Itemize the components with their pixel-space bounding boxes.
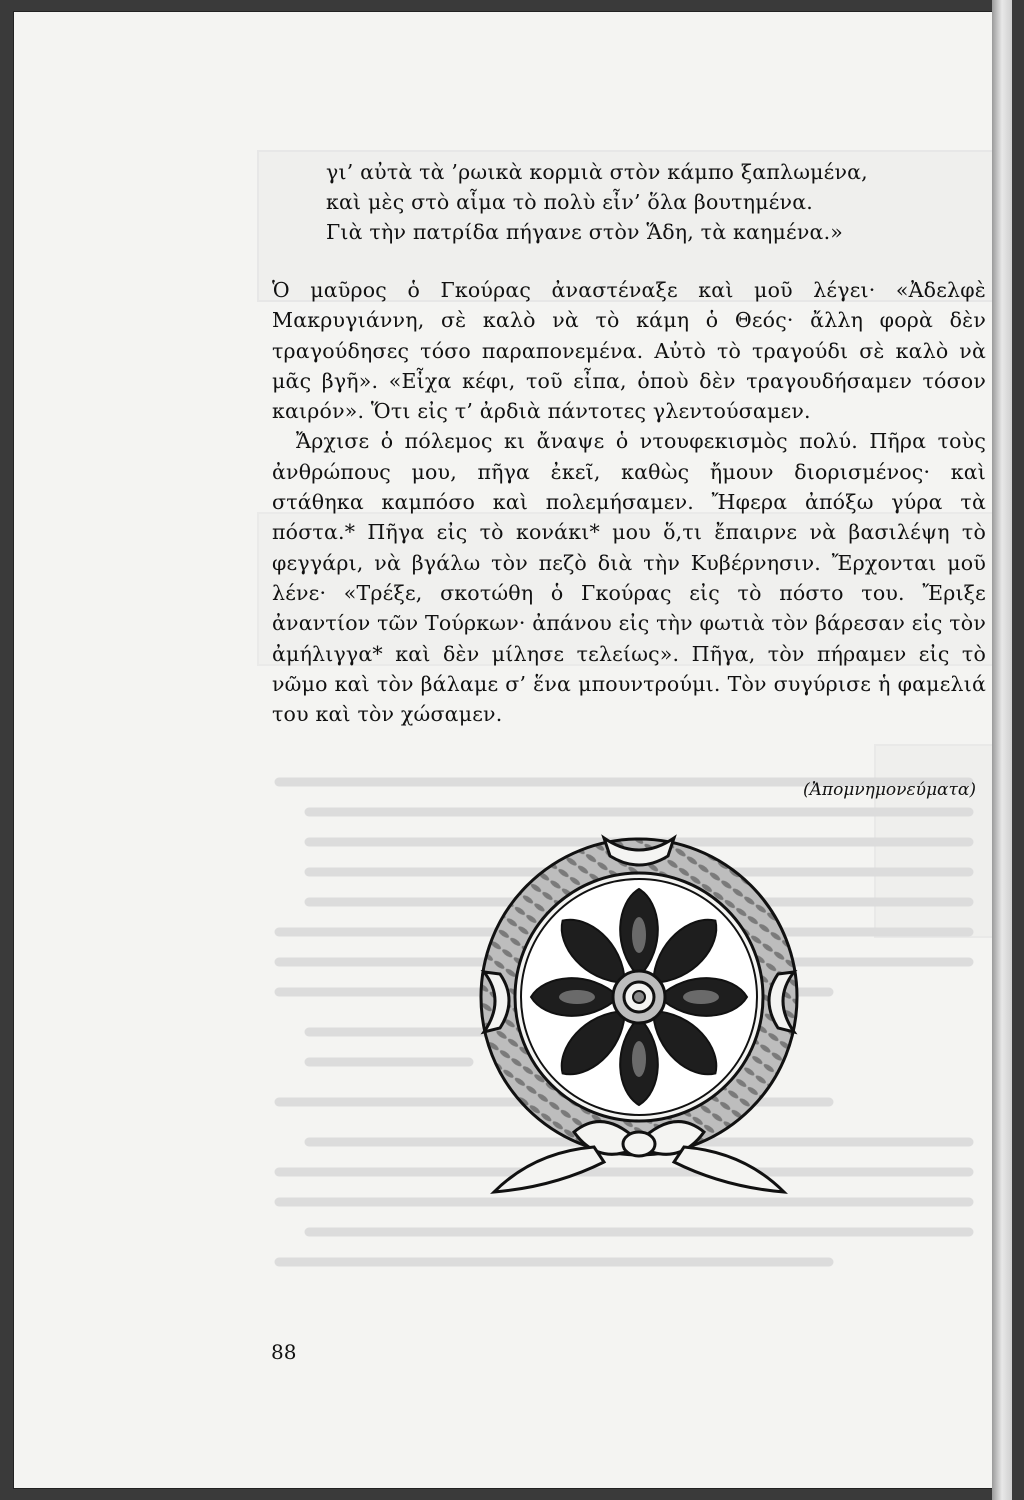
source-citation: (Ἀπομνημονεύματα): [802, 780, 976, 800]
rosette-petals: [531, 889, 747, 1105]
prose-block: [272, 275, 986, 729]
book-page: [14, 12, 1008, 1488]
verse-line: γι’ αὐτὰ τὰ ’ρωικὰ κορμιὰ στὸν κάμπο ξαπλωμένα,: [326, 160, 868, 184]
paragraph: Ὁ μαῦρος ὁ Γκούρας ἀναστέναξε καὶ μοῦ λέγει· «Ἀδελφὲ Μακρυγιάννη, σὲ καλὸ νὰ τὸ κάμη ὁ Θεός· ἄλλη φορὰ δὲν τραγούδησες τόσο παραπονεμένα. Αὐτὸ τὸ τραγούδι σὲ καλὸ νὰ μᾶς βγῆ». «Εἶχα κέφι, τοῦ εἶπα, ὁποὺ δὲν τραγουδήσαμεν τόσον καιρόν». Ὅτι εἰς τ’ ἀρδιὰ πάντοτες γλεντούσαμεν.: [272, 278, 986, 424]
page-number: 88: [271, 1340, 297, 1364]
ribbon-bow: [494, 1122, 784, 1192]
paragraph: Ἄρχισε ὁ πόλεμος κι ἄναψε ὁ ντουφεκισμὸς πολύ. Πῆρα τοὺς ἀνθρώπους μου, πῆγα ἐκεῖ, καθὼς ἤμουν διορισμένος· καὶ στάθηκα καμπόσο καὶ πολεμήσαμεν. Ἤφερα ἀπόξω γύρα τὰ πόστα.* Πῆγα εἰς τὸ κονάκι* μου ὅ,τι ἔπαιρνε νὰ βασιλέψη τὸ φεγγάρι, νὰ βγάλω τὸν πεζὸ διὰ τὴν Κυβέρνησιν. Ἔρχονται μοῦ λένε· «Τρέξε, σκοτώθη ὁ Γκούρας εἰς τὸ πόστο του. Ἔριξε ἀναντίον τῶν Τούρκων· ἀπάνου εἰς τὴν φωτιὰ τὸν βάρεσαν εἰς τὸν ἀμήλιγγα* καὶ δὲν μίλησε τελείως». Πῆγα, τὸν πήραμεν εἰς τὸ νῶμο καὶ τὸν βάλαμε σ’ ἕνα μπουντρούμι. Τὸν συγύρισε ἡ φαμελιά του καὶ τὸν χώσαμεν.: [272, 429, 986, 727]
verse-block: [326, 157, 986, 247]
book-spine-edge: [992, 0, 1012, 1500]
verse-line: καὶ μὲς στὸ αἷμα τὸ πολὺ εἶν’ ὅλα βουτημένα.: [326, 190, 813, 214]
verse-line: Γιὰ τὴν πατρίδα πήγανε στὸν Ἅδη, τὰ καημένα.»: [326, 220, 844, 244]
rosette-ornament: [454, 822, 824, 1202]
